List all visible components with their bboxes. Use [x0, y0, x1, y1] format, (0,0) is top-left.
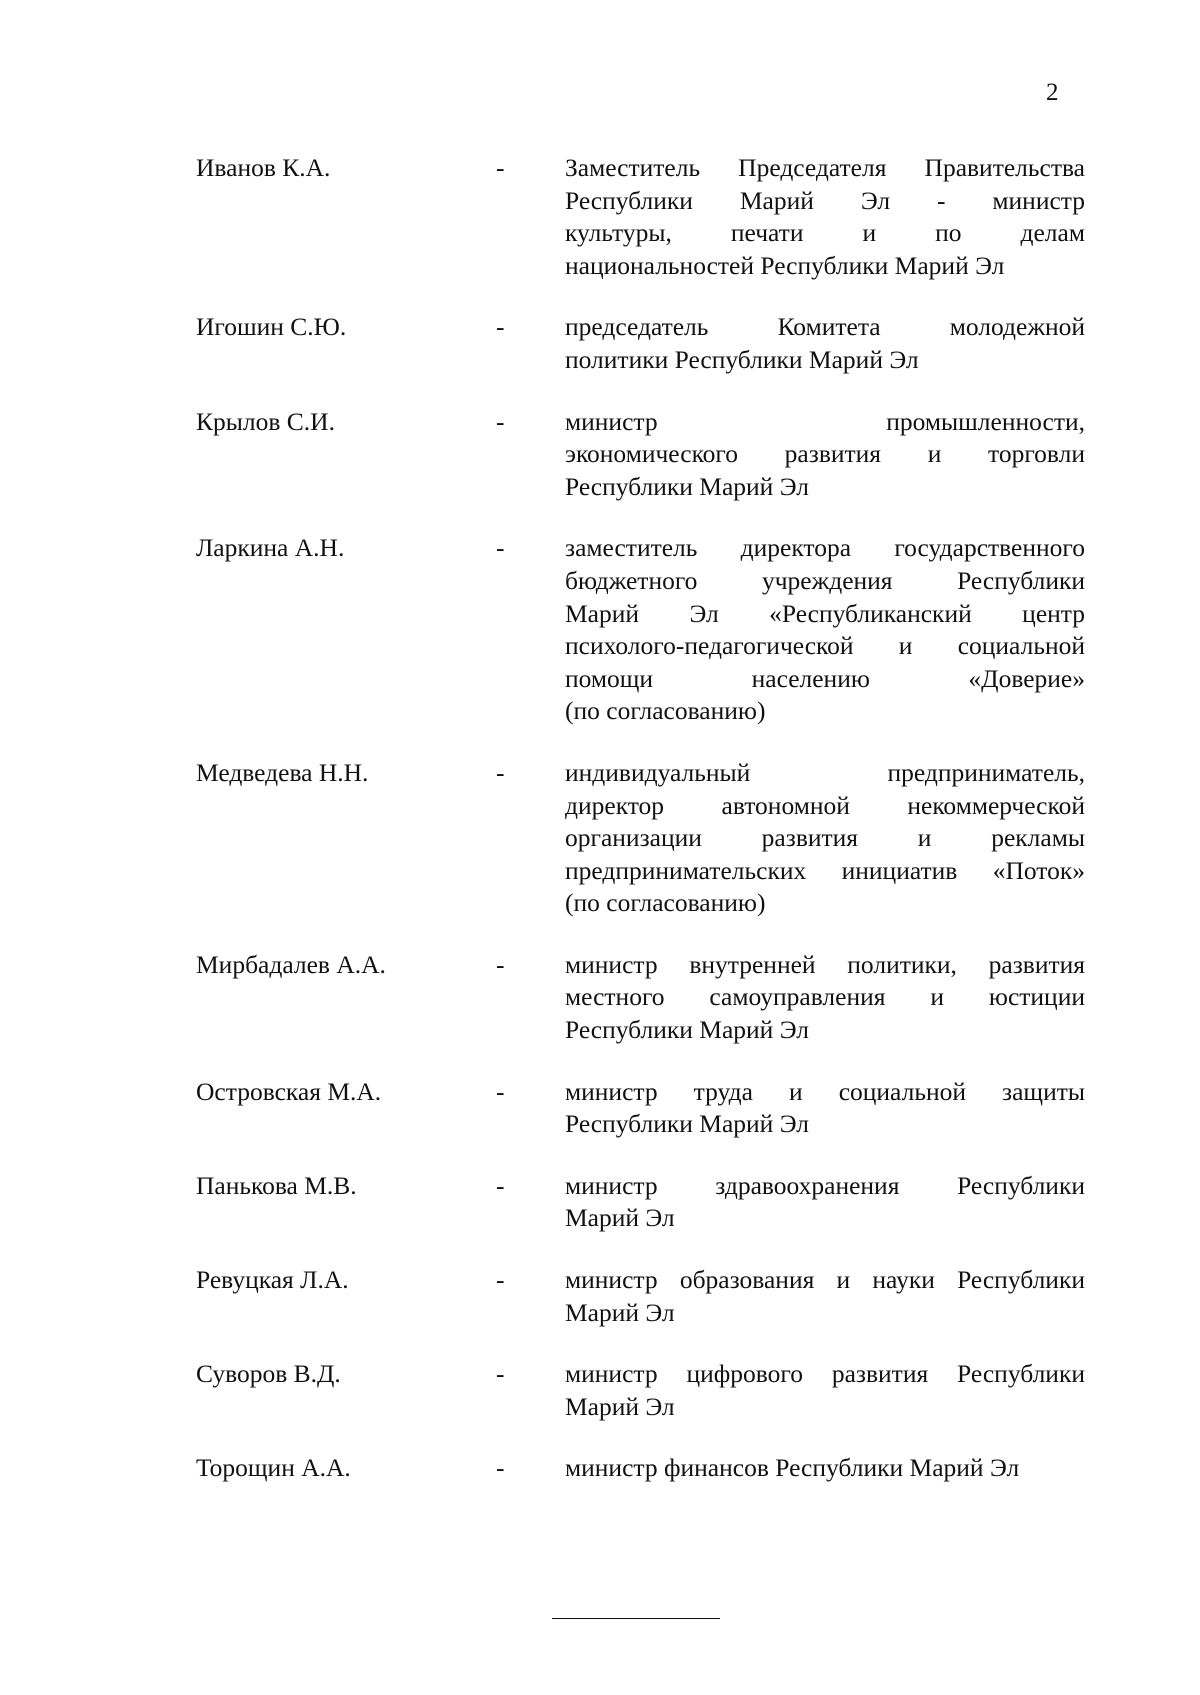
position-line: предпринимательских инициатив «Поток»: [565, 855, 1085, 885]
separator-dash: -: [496, 757, 505, 787]
position-line: заместитель директора государственного: [565, 533, 1085, 563]
member-entry: [0, 311, 1200, 376]
member-position: [565, 1358, 1085, 1423]
member-name: Суворов В.Д.: [196, 1359, 341, 1389]
position-line: Марий Эл: [565, 1203, 675, 1233]
position-line: помощи населению «Доверие»: [565, 663, 1085, 693]
position-line: психолого-педагогической и социальной: [565, 631, 1085, 661]
position-line: министр здравоохранения Республики: [565, 1170, 1085, 1200]
member-position: [565, 757, 1085, 920]
position-line: министр промышленности,: [565, 406, 1085, 436]
separator-dash: -: [496, 949, 505, 979]
separator-dash: -: [496, 1359, 505, 1389]
member-position: [565, 532, 1085, 728]
position-line: экономического развития и торговли: [565, 439, 1085, 469]
separator-dash: -: [496, 153, 505, 182]
position-line: культуры, печати и по делам: [565, 218, 1085, 248]
member-name: Мирбадалев А.А.: [196, 949, 386, 979]
position-line: индивидуальный предприниматель,: [565, 757, 1085, 787]
member-position: [565, 406, 1085, 504]
member-entry: [0, 1170, 1200, 1235]
member-position: [565, 311, 1085, 376]
separator-dash: -: [496, 1170, 505, 1200]
separator-dash: -: [496, 1265, 505, 1295]
position-line: организации развития и рекламы: [565, 823, 1085, 853]
position-line: местного самоуправления и юстиции: [565, 982, 1085, 1012]
position-line: Республики Марий Эл: [565, 1109, 809, 1139]
member-entry: [0, 532, 1200, 728]
member-name: Ревуцкая Л.А.: [196, 1265, 349, 1295]
position-line: председатель Комитета молодежной: [565, 312, 1085, 342]
position-line: министр труда и социальной защиты: [565, 1076, 1085, 1106]
separator-dash: -: [496, 406, 505, 436]
position-line: Республики Марий Эл - министр: [565, 185, 1085, 215]
member-entry: [0, 1076, 1200, 1141]
member-name: Медведева Н.Н.: [196, 757, 369, 787]
position-line: Марий Эл: [565, 1297, 675, 1327]
member-position: [565, 1452, 1085, 1485]
position-line: национальностей Республики Марий Эл: [565, 250, 1005, 280]
member-position: [565, 1264, 1085, 1329]
member-name: Торощин А.А.: [196, 1453, 351, 1483]
member-position: [565, 1170, 1085, 1235]
member-entry: [0, 757, 1200, 920]
member-position: [565, 1076, 1085, 1141]
member-name: Ларкина А.Н.: [196, 533, 345, 563]
member-name: Игошин С.Ю.: [196, 312, 347, 342]
member-position: [565, 152, 1085, 282]
separator-dash: -: [496, 1076, 505, 1106]
position-line: министр внутренней политики, развития: [565, 949, 1085, 979]
page-number: 2: [1046, 79, 1059, 106]
position-line: (по согласованию): [565, 888, 766, 918]
position-line: министр финансов Республики Марий Эл: [565, 1453, 1020, 1483]
position-line: Республики Марий Эл: [565, 471, 809, 501]
member-name: Панькова М.В.: [196, 1170, 357, 1200]
position-line: министр цифрового развития Республики: [565, 1359, 1085, 1389]
member-name: Островская М.А.: [196, 1076, 382, 1106]
position-line: политики Республики Марий Эл: [565, 344, 919, 374]
member-name: Крылов С.И.: [196, 406, 335, 436]
member-entry: [0, 1452, 1200, 1485]
position-line: (по согласованию): [565, 696, 766, 726]
position-line: Марий Эл: [565, 1391, 675, 1421]
position-line: Заместитель Председателя Правительства: [565, 153, 1085, 182]
position-line: Республики Марий Эл: [565, 1015, 809, 1045]
member-list: [0, 152, 1200, 1485]
member-entry: [0, 1358, 1200, 1423]
position-line: бюджетного учреждения Республики: [565, 565, 1085, 595]
position-line: Марий Эл «Республиканский центр: [565, 598, 1085, 628]
member-entry: [0, 1264, 1200, 1329]
member-entry: [0, 152, 1200, 282]
member-entry: [0, 949, 1200, 1047]
member-entry: [0, 406, 1200, 504]
separator-dash: -: [496, 312, 505, 342]
separator-dash: -: [496, 533, 505, 563]
separator-dash: -: [496, 1453, 505, 1483]
position-line: директор автономной некоммерческой: [565, 790, 1085, 820]
member-position: [565, 949, 1085, 1047]
member-name: Иванов К.А.: [196, 153, 331, 182]
position-line: министр образования и науки Республики: [565, 1265, 1085, 1295]
end-rule: [552, 1618, 720, 1619]
